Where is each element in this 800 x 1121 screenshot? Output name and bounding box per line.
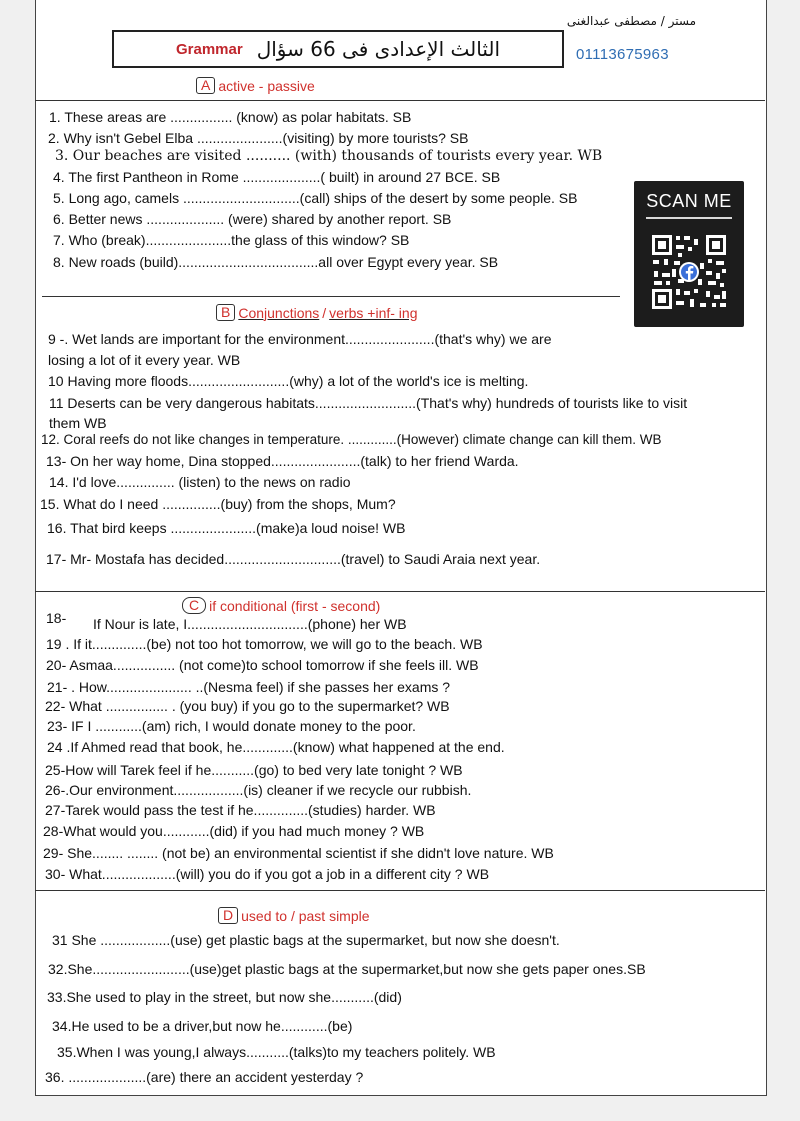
question-line: 5. Long ago, camels ..............................(call) ships of the desert by some people. SB	[53, 190, 578, 206]
question-line: 10 Having more floods..........................(why) a lot of the world's ice is melting.	[48, 373, 529, 389]
section-c-letter: C	[182, 597, 206, 614]
question-line: 17- Mr- Mostafa has decided..............................(travel) to Saudi Araia next year.	[46, 551, 541, 567]
question-line: 22- What ................ . (you buy) if you go to the supermarket? WB	[45, 698, 450, 714]
scan-me-underline	[646, 217, 732, 219]
question-line: 24 .If Ahmed read that book, he.............(know) what happened at the end.	[47, 739, 505, 755]
section-b-title-part2: verbs +inf- ing	[329, 304, 418, 321]
question-line: 28-What would you............(did) if you had much money ? WB	[43, 823, 425, 839]
section-a-rule	[35, 100, 765, 101]
question-line: 21- . How...................... ..(Nesma feel) if she passes her exams ?	[47, 679, 451, 695]
qr-code-icon[interactable]	[650, 233, 728, 311]
section-b-heading	[216, 304, 418, 321]
section-b-title-sep: /	[322, 304, 327, 321]
question-line: 8. New roads (build)....................................all over Egypt every year. SB	[53, 254, 499, 270]
question-line: 9 -. Wet lands are important for the environment.......................(that's why) we are	[48, 331, 552, 347]
question-line: 36. ....................(are) there an accident yesterday ?	[45, 1069, 364, 1085]
question-line: 30- What...................(will) you do if you got a job in a different city ? WB	[45, 866, 490, 882]
section-a-heading	[196, 77, 315, 94]
title-english: Grammar	[175, 40, 243, 58]
section-c-heading	[182, 597, 380, 614]
question-line: 3. Our beaches are visited .......... (with) thousands of tourists every year. WB	[55, 148, 603, 164]
question-line: them WB	[49, 415, 107, 431]
teacher-name: مستر / مصطفى عبدالغنى	[566, 14, 696, 28]
question-line: 32.She.........................(use)get plastic bags at the supermarket,but now she gets paper ones.SB	[48, 961, 646, 977]
section-d-letter: D	[218, 907, 238, 924]
question-line: losing a lot of it every year. WB	[48, 352, 241, 368]
section-d-heading	[218, 907, 370, 924]
question-line: 13- On her way home, Dina stopped.......................(talk) to her friend Warda.	[46, 453, 519, 469]
question-line: 35.When I was young,I always...........(talks)to my teachers politely. WB	[57, 1044, 496, 1060]
section-d-title: used to / past simple	[241, 907, 370, 924]
question-line: 11 Deserts can be very dangerous habitats..........................(That's why) hundreds of tourists like to visit	[49, 395, 688, 411]
question-line: 1. These areas are ................ (know) as polar habitats. SB	[49, 109, 412, 125]
title-box	[112, 30, 564, 68]
question-line: 6. Better news .................... (were) shared by another report. SB	[53, 211, 452, 227]
section-c-rule	[35, 591, 765, 592]
question-line: 31 She ..................(use) get plastic bags at the supermarket, but now she doesn't.	[52, 932, 560, 948]
question-line: 26-.Our environment..................(is) cleaner if we recycle our rubbish.	[45, 782, 472, 798]
question-line: 33.She used to play in the street, but now she...........(did)	[47, 989, 402, 1005]
question-line: 14. I'd love............... (listen) to the news on radio	[49, 474, 351, 490]
question-line: 4. The first Pantheon in Rome ....................( built) in around 27 BCE. SB	[53, 169, 501, 185]
question-line: If Nour is late, I...............................(phone) her WB	[93, 616, 407, 632]
question-line: 16. That bird keeps ......................(make)a loud noise! WB	[47, 520, 406, 536]
qr-card[interactable]	[634, 181, 744, 327]
scan-me-label: SCAN ME	[646, 191, 732, 211]
question-line: 27-Tarek would pass the test if he..............(studies) harder. WB	[45, 802, 436, 818]
question-line: 19 . If it..............(be) not too hot tomorrow, we will go to the beach. WB	[46, 636, 483, 652]
question-line: 2. Why isn't Gebel Elba ......................(visiting) by more tourists? SB	[48, 130, 469, 146]
section-b-rule	[42, 296, 620, 297]
question-line: 20- Asmaa................ (not come)to school tomorrow if she feels ill. WB	[46, 657, 479, 673]
section-b-title-part1: Conjunctions	[238, 304, 320, 321]
question-line: 12. Coral reefs do not like changes in temperature. .............(However) climate change can kill them. WB	[41, 432, 662, 447]
question-line: 23- IF I ............(am) rich, I would donate money to the poor.	[47, 718, 416, 734]
question-line: 7. Who (break)......................the glass of this window? SB	[53, 232, 410, 248]
question-line: 18-	[46, 610, 67, 626]
section-a-title: active - passive	[218, 77, 315, 94]
section-b-letter: B	[216, 304, 235, 321]
phone-number: 01113675963	[576, 46, 669, 63]
question-line: 34.He used to be a driver,but now he............(be)	[52, 1018, 353, 1034]
question-line: 25-How will Tarek feel if he...........(go) to bed very late tonight ? WB	[45, 762, 463, 778]
section-d-rule	[35, 890, 765, 891]
question-line: 15. What do I need ...............(buy) from the shops, Mum?	[40, 496, 396, 512]
section-a-letter: A	[196, 77, 215, 94]
section-c-title: if conditional (first - second)	[209, 597, 381, 614]
question-line: 29- She........ ........ (not be) an environmental scientist if she didn't love nature. WB	[43, 845, 554, 861]
title-arabic: الثالث الإعدادى فى 66 سؤال	[256, 37, 501, 61]
